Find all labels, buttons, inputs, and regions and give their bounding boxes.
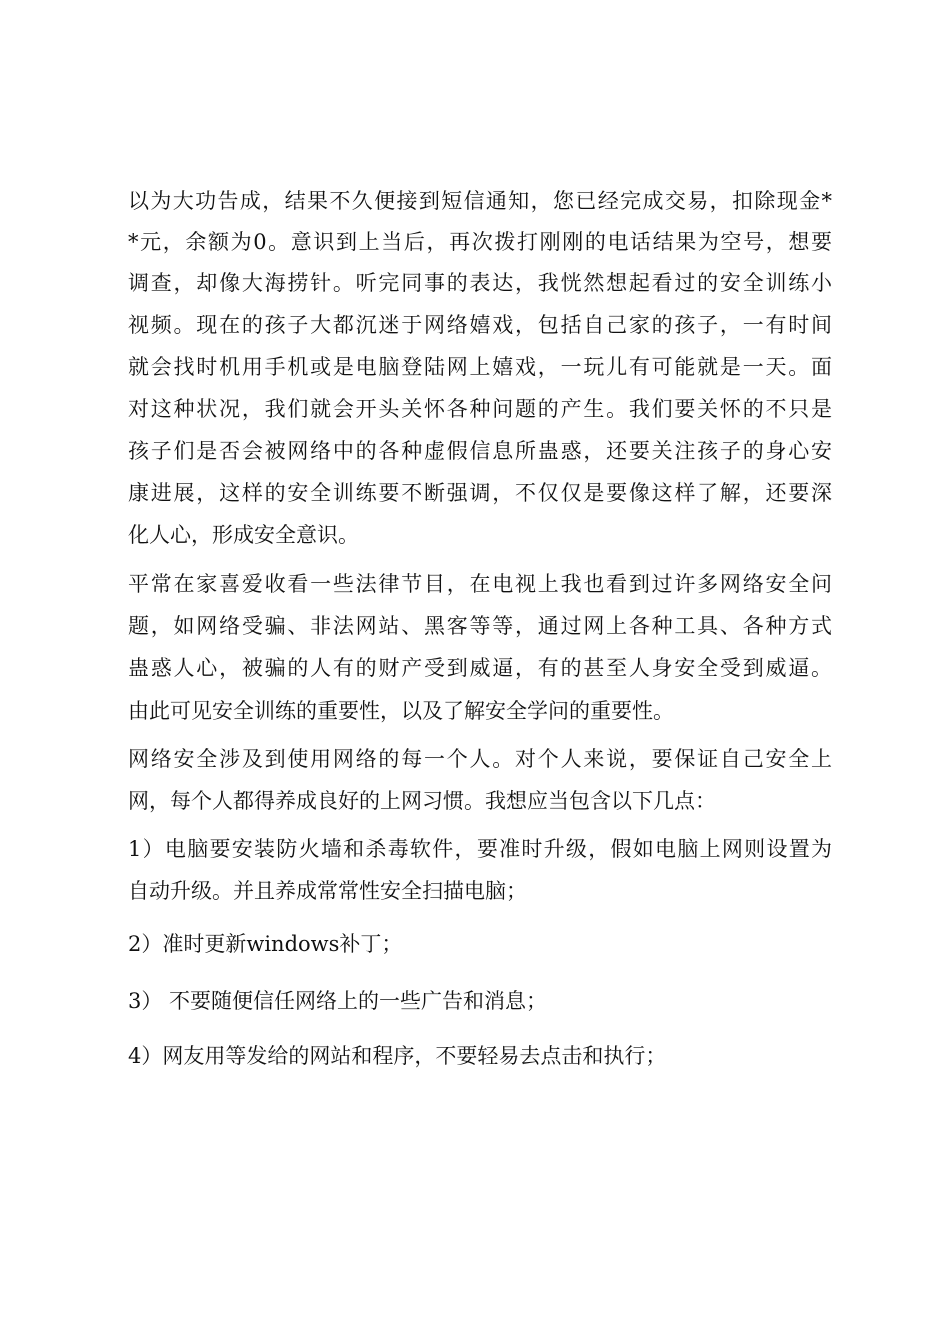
text-line: 调查，却像大海捞针。听完同事的表达，我恍然想起看过的安全训练小	[128, 271, 832, 295]
text-line: 对这种状况，我们就会开头关怀各种问题的产生。我们要关怀的不只是	[128, 397, 832, 421]
text-line: 平常在家喜爱收看一些法律节目，在电视上我也看到过许多网络安全问	[128, 572, 832, 596]
text-line: 题，如网络受骗、非法网站、黑客等等，通过网上各种工具、各种方式	[128, 614, 832, 638]
list-item: 1）电脑要安装防火墙和杀毒软件，要准时升级，假如电脑上网则设置为	[128, 837, 832, 861]
list-item: 3） 不要随便信任网络上的一些广告和消息；	[128, 989, 548, 1013]
text-line: 以为大功告成，结果不久便接到短信通知，您已经完成交易，扣除现金*	[128, 189, 832, 213]
text-line: 网，每个人都得养成良好的上网习惯。我想应当包含以下几点：	[128, 789, 716, 813]
text-line: *元，余额为0。意识到上当后，再次拨打刚刚的电话结果为空号，想要	[128, 230, 832, 254]
text-line: 就会找时机用手机或是电脑登陆网上嬉戏，一玩儿有可能就是一天。面	[128, 355, 832, 379]
list-item: 2）准时更新windows补丁；	[128, 932, 403, 956]
text-line: 由此可见安全训练的重要性，以及了解安全学问的重要性。	[128, 699, 674, 723]
text-line: 蛊惑人心，被骗的人有的财产受到威逼，有的甚至人身安全受到威逼。	[128, 656, 832, 680]
text-line: 视频。现在的孩子大都沉迷于网络嬉戏，包括自己家的孩子，一有时间	[128, 313, 832, 337]
text-line: 化人心，形成安全意识。	[128, 523, 359, 547]
list-item: 4）网友用等发给的网站和程序，不要轻易去点击和执行；	[128, 1044, 667, 1068]
text-line: 康进展，这样的安全训练要不断强调，不仅仅是要像这样了解，还要深	[128, 481, 832, 505]
list-item: 自动升级。并且养成常常性安全扫描电脑；	[128, 879, 527, 903]
text-line: 孩子们是否会被网络中的各种虚假信息所蛊惑，还要关注孩子的身心安	[128, 439, 832, 463]
text-line: 网络安全涉及到使用网络的每一个人。对个人来说，要保证自己安全上	[128, 747, 832, 771]
